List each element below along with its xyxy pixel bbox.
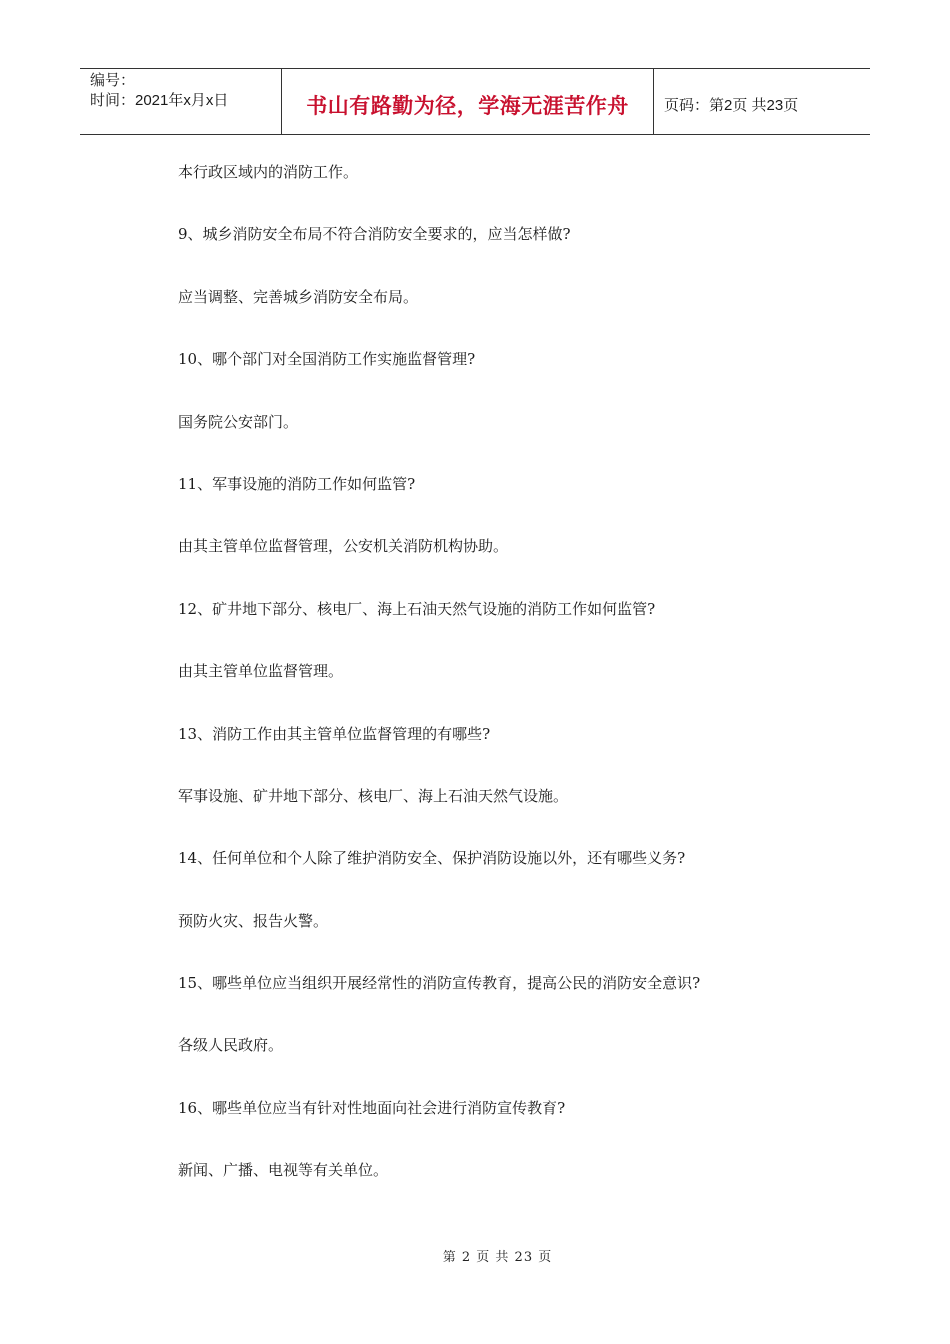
answer-line: 军事设施、矿井地下部分、核电厂、海上石油天然气设施。	[178, 786, 569, 805]
question-line: 13、消防工作由其主管单位监督管理的有哪些?	[178, 724, 491, 743]
answer-line: 预防火灾、报告火警。	[178, 911, 329, 930]
header-motto: 书山有路勤为径，学海无涯苦作舟	[282, 69, 654, 134]
document-date: 时间：2021年x月x日	[90, 92, 229, 109]
answer-line: 由其主管单位监督管理。	[178, 662, 344, 681]
question-line: 15、哪些单位应当组织开展经常性的消防宣传教育，提高公民的消防安全意识?	[178, 974, 701, 993]
answer-line: 由其主管单位监督管理，公安机关消防机构协助。	[178, 537, 509, 556]
question-line: 11、军事设施的消防工作如何监管?	[178, 474, 416, 493]
document-number-label: 编号：	[90, 72, 136, 89]
page-footer: 第 2 页 共 23 页	[442, 1250, 553, 1265]
question-line: 10、哪个部门对全国消防工作实施监督管理?	[178, 350, 476, 369]
answer-line: 各级人民政府。	[178, 1036, 284, 1055]
header-page-info: 页码：第2页 共23页	[664, 97, 799, 114]
body-line: 本行政区域内的消防工作。	[178, 163, 359, 181]
question-line: 9、城乡消防安全布局不符合消防安全要求的，应当怎样做?	[178, 225, 571, 244]
page-header	[80, 68, 870, 135]
answer-line: 应当调整、完善城乡消防安全布局。	[178, 287, 419, 306]
question-line: 12、矿井地下部分、核电厂、海上石油天然气设施的消防工作如何监管?	[178, 599, 656, 618]
answer-line: 国务院公安部门。	[178, 412, 299, 431]
question-line: 14、任何单位和个人除了维护消防安全、保护消防设施以外，还有哪些义务?	[178, 849, 686, 868]
question-line: 16、哪些单位应当有针对性地面向社会进行消防宣传教育?	[178, 1098, 566, 1117]
answer-line: 新闻、广播、电视等有关单位。	[178, 1161, 389, 1180]
document-body	[178, 160, 818, 1221]
header-meta	[80, 69, 282, 134]
